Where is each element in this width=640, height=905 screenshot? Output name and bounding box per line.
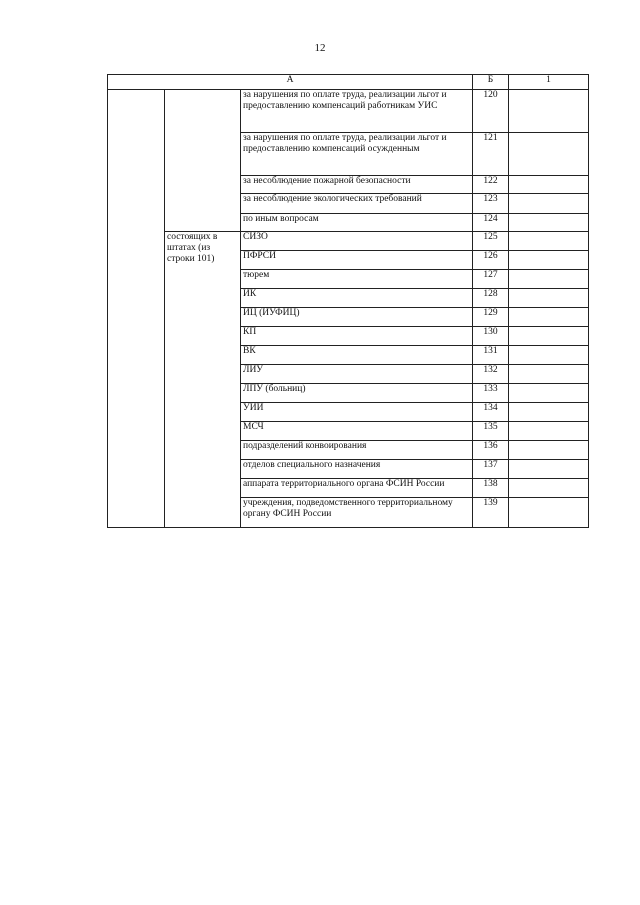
group-label: состоящих в штатах (из строки 101) — [165, 232, 241, 528]
value-cell[interactable] — [509, 90, 589, 133]
value-cell[interactable] — [509, 251, 589, 270]
table-row — [108, 232, 589, 251]
row-label: ЛПУ (больниц) — [241, 384, 473, 403]
value-cell[interactable] — [509, 232, 589, 251]
value-cell[interactable] — [509, 384, 589, 403]
row-code: 131 — [473, 346, 509, 365]
row-label: ИЦ (ИУФИЦ) — [241, 308, 473, 327]
value-cell[interactable] — [509, 270, 589, 289]
table-header-row — [108, 75, 589, 90]
row-label: по иным вопросам — [241, 214, 473, 232]
row-label: за нарушения по оплате труда, реализации льгот и предоставлению компенсаций осужденным — [241, 133, 473, 176]
value-cell[interactable] — [509, 422, 589, 441]
row-code: 121 — [473, 133, 509, 176]
row-code: 122 — [473, 176, 509, 194]
row-code: 138 — [473, 479, 509, 498]
report-table — [107, 74, 589, 528]
page-number: 12 — [314, 42, 326, 54]
value-cell[interactable] — [509, 365, 589, 384]
row-code: 125 — [473, 232, 509, 251]
row-code: 133 — [473, 384, 509, 403]
row-code: 129 — [473, 308, 509, 327]
row-label: аппарата территориального органа ФСИН России — [241, 479, 473, 498]
row-code: 130 — [473, 327, 509, 346]
table-row — [108, 90, 589, 133]
row-code: 127 — [473, 270, 509, 289]
row-label: ЛИУ — [241, 365, 473, 384]
row-label: КП — [241, 327, 473, 346]
row-code: 128 — [473, 289, 509, 308]
row-label: подразделений конвоирования — [241, 441, 473, 460]
row-code: 134 — [473, 403, 509, 422]
value-cell[interactable] — [509, 346, 589, 365]
row-label: СИЗО — [241, 232, 473, 251]
value-cell[interactable] — [509, 133, 589, 176]
value-cell[interactable] — [509, 194, 589, 214]
row-label: за несоблюдение пожарной безопасности — [241, 176, 473, 194]
row-label: тюрем — [241, 270, 473, 289]
row-code: 123 — [473, 194, 509, 214]
value-cell[interactable] — [509, 479, 589, 498]
row-label: МСЧ — [241, 422, 473, 441]
row-code: 139 — [473, 498, 509, 528]
row-code: 135 — [473, 422, 509, 441]
value-cell[interactable] — [509, 289, 589, 308]
row-label: учреждения, подведомственного территориальному органу ФСИН России — [241, 498, 473, 528]
value-cell[interactable] — [509, 176, 589, 194]
row-label: за несоблюдение экологических требований — [241, 194, 473, 214]
row-label: ИК — [241, 289, 473, 308]
row-code: 124 — [473, 214, 509, 232]
value-cell[interactable] — [509, 403, 589, 422]
value-cell[interactable] — [509, 441, 589, 460]
value-cell[interactable] — [509, 214, 589, 232]
row-code: 126 — [473, 251, 509, 270]
value-cell[interactable] — [509, 308, 589, 327]
outer-empty-cell — [108, 90, 165, 528]
row-code: 132 — [473, 365, 509, 384]
header-col-a: А — [108, 75, 473, 90]
inner-empty-cell — [165, 90, 241, 232]
value-cell[interactable] — [509, 327, 589, 346]
row-code: 136 — [473, 441, 509, 460]
value-cell[interactable] — [509, 498, 589, 528]
header-col-1: 1 — [509, 75, 589, 90]
row-label: ВК — [241, 346, 473, 365]
row-label: ПФРСИ — [241, 251, 473, 270]
row-label: за нарушения по оплате труда, реализации льгот и предоставлению компенсаций работникам УИС — [241, 90, 473, 133]
row-code: 137 — [473, 460, 509, 479]
row-label: УИИ — [241, 403, 473, 422]
header-col-b: Б — [473, 75, 509, 90]
row-label: отделов специального назначения — [241, 460, 473, 479]
row-code: 120 — [473, 90, 509, 133]
value-cell[interactable] — [509, 460, 589, 479]
